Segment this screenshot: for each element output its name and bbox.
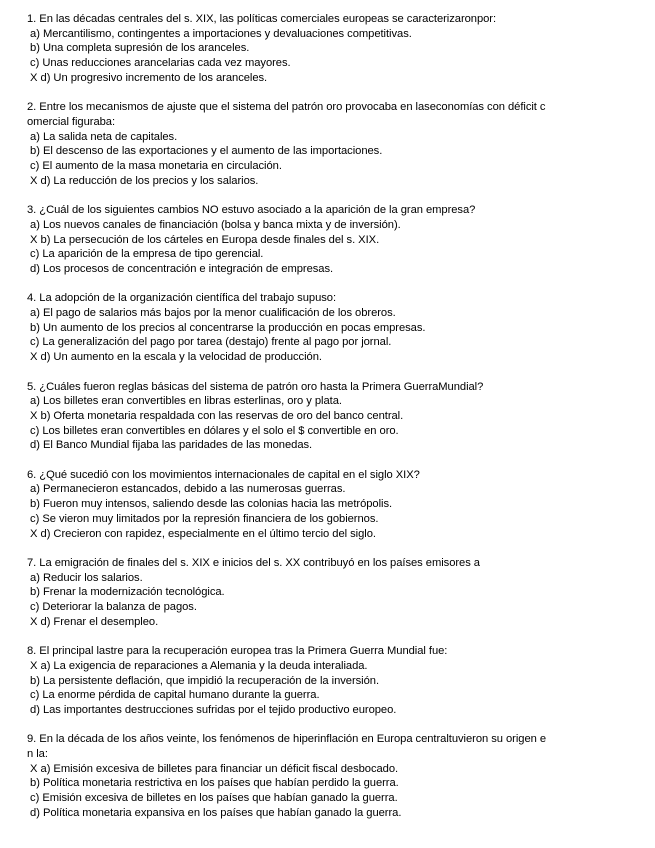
answer-option-b: b) Fueron muy intensos, saliendo desde las colonias hacia las metrópolis. bbox=[27, 498, 393, 511]
question-text: 8. El principal lastre para la recuperación europea tras la Primera Guerra Mundial fue: bbox=[27, 645, 448, 658]
answer-option-b: b) El descenso de las exportaciones y el aumento de las importaciones. bbox=[27, 145, 383, 158]
answer-option-d: d) Los procesos de concentración e integración de empresas. bbox=[27, 262, 334, 275]
answer-option-a: a) Los billetes eran convertibles en libras esterlinas, oro y plata. bbox=[27, 395, 342, 408]
answer-option-a: a) Mercantilismo, contingentes a importaciones y devaluaciones competitivas. bbox=[27, 27, 412, 40]
answer-option-a: a) Permanecieron estancados, debido a las numerosas guerras. bbox=[27, 483, 346, 496]
question-text: 5. ¿Cuáles fueron reglas básicas del sistema de patrón oro hasta la Primera GuerraMundial? bbox=[27, 380, 484, 393]
question-text: 2. Entre los mecanismos de ajuste que el sistema del patrón oro provocaba en laseconomías con déficit c bbox=[27, 101, 546, 114]
question-text: 9. En la década de los años veinte, los fenómenos de hiperinflación en Europa centraltuvieron su origen e bbox=[27, 733, 547, 746]
question-8 bbox=[27, 644, 629, 718]
question-text: 7. La emigración de finales del s. XIX e inicios del s. XX contribuyó en los países emisores a bbox=[27, 556, 480, 569]
answer-option-c: c) Se vieron muy limitados por la represión financiera de los gobiernos. bbox=[27, 512, 379, 525]
answer-option-d: X d) Un aumento en la escala y la velocidad de producción. bbox=[27, 351, 322, 364]
answer-option-b: X b) Oferta monetaria respaldada con las reservas de oro del banco central. bbox=[27, 409, 404, 422]
answer-option-a: a) La salida neta de capitales. bbox=[27, 130, 178, 143]
exam-document bbox=[27, 12, 629, 835]
answer-option-a: X a) La exigencia de reparaciones a Alemania y la deuda interaliada. bbox=[27, 659, 368, 672]
question-4 bbox=[27, 291, 629, 365]
answer-option-a: a) Los nuevos canales de financiación (bolsa y banca mixta y de inversión). bbox=[27, 218, 401, 231]
question-3 bbox=[27, 203, 629, 277]
question-text-continuation: omercial figuraba: bbox=[27, 115, 116, 128]
answer-option-b: b) La persistente deflación, que impidió la recuperación de la inversión. bbox=[27, 674, 380, 687]
answer-option-c: c) Los billetes eran convertibles en dólares y el solo el $ convertible en oro. bbox=[27, 424, 399, 437]
question-6 bbox=[27, 468, 629, 542]
question-text: 3. ¿Cuál de los siguientes cambios NO estuvo asociado a la aparición de la gran empresa? bbox=[27, 204, 476, 217]
question-7 bbox=[27, 556, 629, 630]
answer-option-d: X d) La reducción de los precios y los salarios. bbox=[27, 174, 259, 187]
answer-option-a: a) Reducir los salarios. bbox=[27, 571, 143, 584]
answer-option-b: b) Política monetaria restrictiva en los países que habían perdido la guerra. bbox=[27, 777, 399, 790]
question-text-continuation: n la: bbox=[27, 748, 48, 761]
answer-option-b: b) Frenar la modernización tecnológica. bbox=[27, 586, 225, 599]
question-5 bbox=[27, 380, 629, 454]
question-1 bbox=[27, 12, 629, 86]
answer-option-d: X d) Un progresivo incremento de los aranceles. bbox=[27, 71, 268, 84]
answer-option-c: c) La enorme pérdida de capital humano durante la guerra. bbox=[27, 689, 320, 702]
question-9 bbox=[27, 732, 629, 820]
answer-option-c: c) Deteriorar la balanza de pagos. bbox=[27, 601, 197, 614]
answer-option-d: d) Las importantes destrucciones sufridas por el tejido productivo europeo. bbox=[27, 703, 397, 716]
answer-option-a: X a) Emisión excesiva de billetes para financiar un déficit fiscal desbocado. bbox=[27, 762, 399, 775]
question-text: 6. ¿Qué sucedió con los movimientos internacionales de capital en el siglo XIX? bbox=[27, 468, 420, 481]
answer-option-a: a) El pago de salarios más bajos por la menor cualificación de los obreros. bbox=[27, 307, 396, 320]
answer-option-d: d) Política monetaria expansiva en los países que habían ganado la guerra. bbox=[27, 806, 402, 819]
answer-option-c: c) La aparición de la empresa de tipo gerencial. bbox=[27, 248, 264, 261]
answer-option-d: X d) Frenar el desempleo. bbox=[27, 615, 159, 628]
answer-option-c: c) Emisión excesiva de billetes en los países que habían ganado la guerra. bbox=[27, 792, 398, 805]
question-2 bbox=[27, 100, 629, 188]
question-text: 4. La adopción de la organización científica del trabajo supuso: bbox=[27, 292, 337, 305]
answer-option-c: c) La generalización del pago por tarea (destajo) frente al pago por jornal. bbox=[27, 336, 392, 349]
question-text: 1. En las décadas centrales del s. XIX, las políticas comerciales europeas se caracterizaronpor: bbox=[27, 13, 497, 25]
answer-option-c: c) Unas reducciones arancelarias cada vez mayores. bbox=[27, 57, 291, 70]
answer-option-b: b) Un aumento de los precios al concentrarse la producción en pocas empresas. bbox=[27, 321, 426, 334]
answer-option-b: b) Una completa supresión de los aranceles. bbox=[27, 42, 250, 55]
answer-option-d: X d) Crecieron con rapidez, especialmente en el último tercio del siglo. bbox=[27, 527, 376, 540]
answer-option-d: d) El Banco Mundial fijaba las paridades de las monedas. bbox=[27, 439, 313, 452]
answer-option-b: X b) La persecución de los cárteles en Europa desde finales del s. XIX. bbox=[27, 233, 380, 246]
answer-option-c: c) El aumento de la masa monetaria en circulación. bbox=[27, 160, 282, 173]
